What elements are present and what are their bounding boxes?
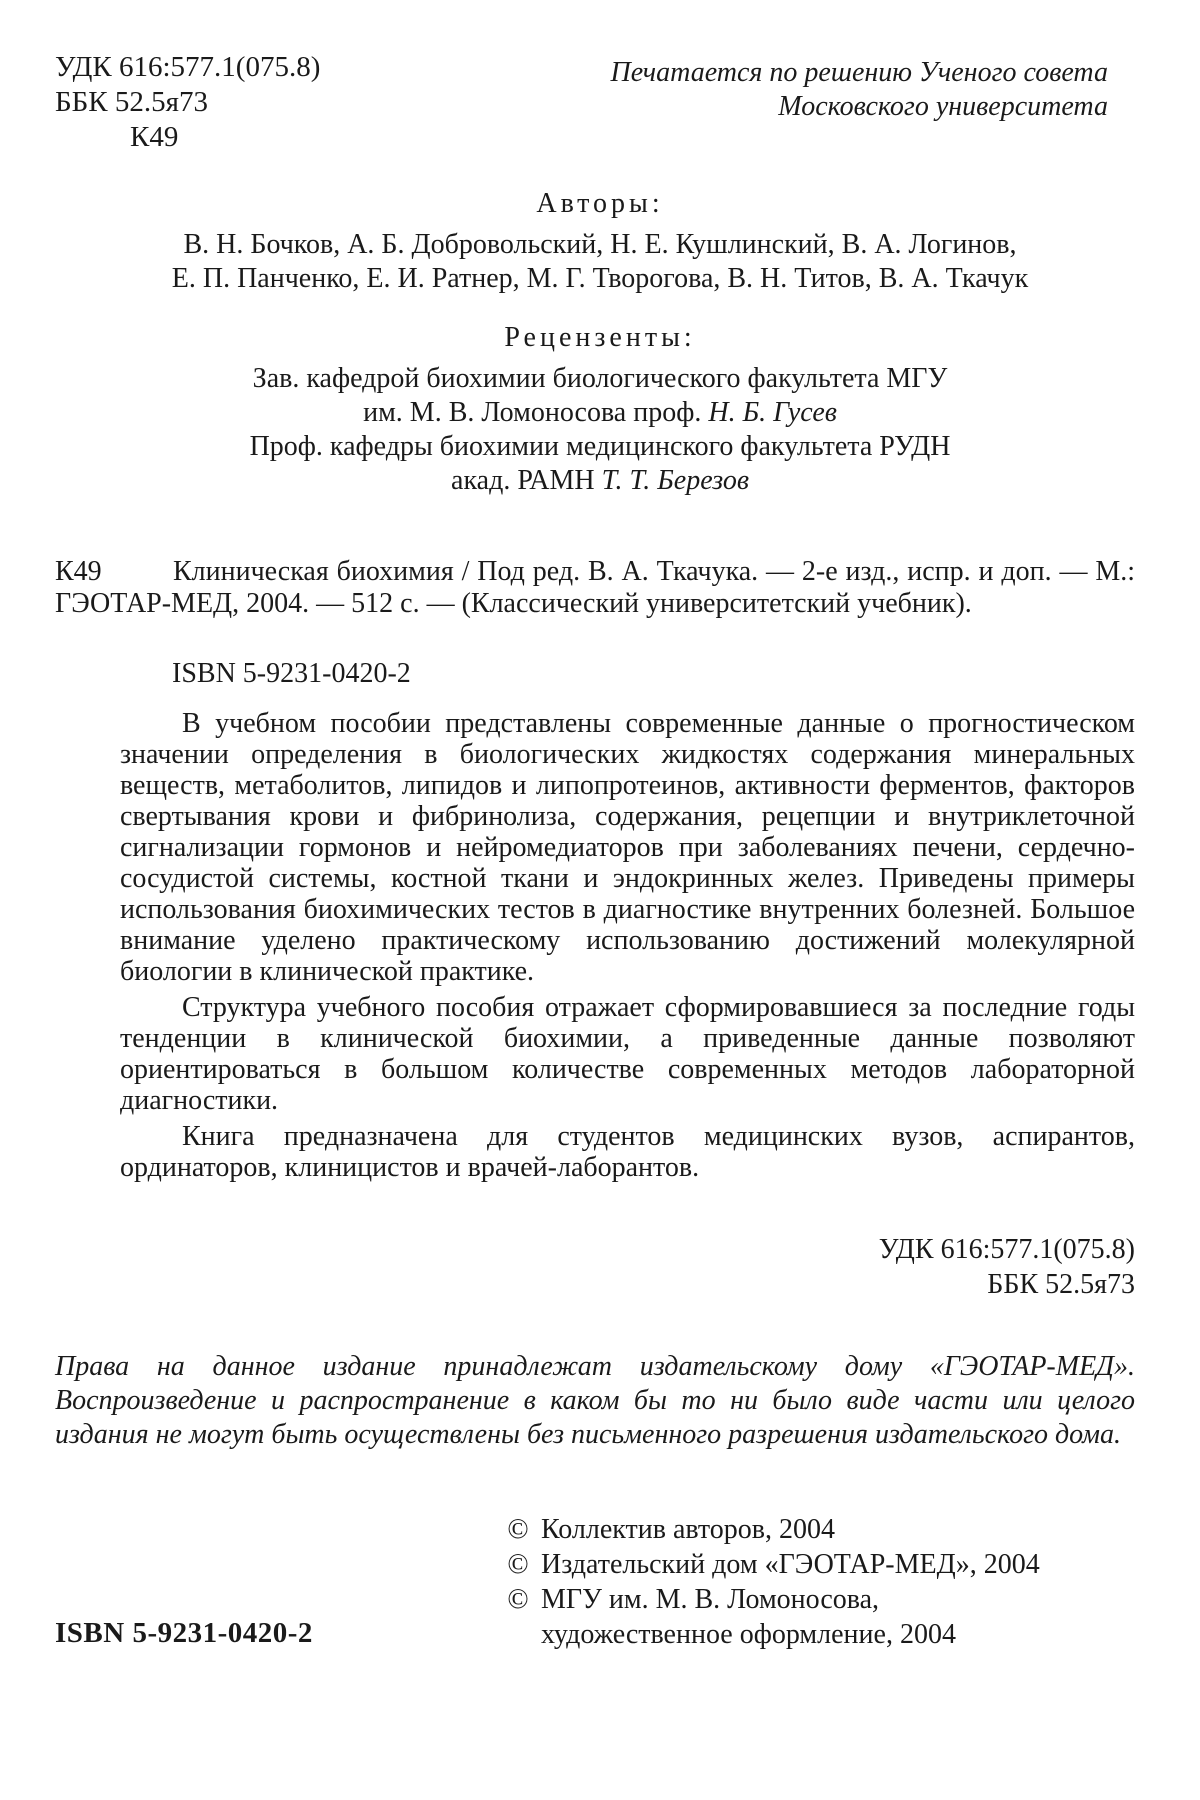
author-mark: К49 [130, 121, 179, 153]
reviewers-list [0, 362, 1200, 498]
authors-heading: Авторы: [536, 188, 664, 219]
publication-approval: Печатается по решению Ученого совета Московского университета [610, 57, 1108, 122]
classification-codes [55, 50, 320, 155]
reviewer-line: им. М. В. Ломоносова проф. Н. Б. Гусев [363, 397, 837, 428]
reviewer-line: акад. РАМН Т. Т. Березов [451, 465, 749, 496]
isbn-footer: ISBN 5-9231-0420-2 [55, 1617, 313, 1649]
reviewer-line: Проф. кафедры биохимии медицинского факультета РУДН [249, 431, 951, 462]
annotation [120, 708, 1135, 1188]
authors-line: В. Н. Бочков, А. Б. Добровольский, Н. Е. Кушлинский, В. А. Логинов, [183, 229, 1017, 260]
reviewer-name: Н. Б. Гусев [708, 397, 837, 428]
copyright-list [505, 1512, 1040, 1652]
copyright-line: © МГУ им. М. В. Ломоносова, [505, 1582, 1040, 1617]
classification-codes-bottom [879, 1232, 1135, 1302]
reviewers-heading: Рецензенты: [504, 322, 696, 353]
bbk-code: ББК 52.5я73 [987, 1269, 1135, 1300]
annotation-paragraph: Книга предназначена для студентов медицинских вузов, аспирантов, ординаторов, клиницистов и врачей-лаборантов. [120, 1121, 1135, 1183]
authors-list [0, 228, 1200, 296]
udk-code: УДК 616:577.1(075.8) [55, 51, 321, 83]
reviewer-name: Т. Т. Березов [601, 465, 749, 496]
bibliography-isbn: ISBN 5-9231-0420-2 [172, 658, 411, 689]
copyright-icon: © [507, 1514, 529, 1545]
udk-code: УДК 616:577.1(075.8) [878, 1234, 1135, 1265]
bibliography-text: Клиническая биохимия / Под ред. В. А. Ткачука. — 2-е изд., испр. и доп. — М.: ГЭОТАР-МЕД, 2004. — 512 с. — (Классический университетский учебник). [55, 556, 1135, 619]
copyright-line: художественное оформление, 2004 [541, 1619, 956, 1650]
copyright-icon: © [507, 1584, 529, 1615]
annotation-paragraph: Структура учебного пособия отражает сформировавшиеся за последние годы тенденции в клинической биохимии, а приведенные данные позволяют ориентироваться в большом количестве современных методов лабораторной диагностики. [120, 992, 1135, 1116]
copyright-line: © Издательский дом «ГЭОТАР-МЕД», 2004 [505, 1547, 1040, 1582]
reviewer-line: Зав. кафедрой биохимии биологического факультета МГУ [252, 363, 948, 394]
bibliography-code: К49 [55, 556, 102, 587]
rights-notice: Права на данное издание принадлежат издательскому дому «ГЭОТАР-МЕД». Воспроизведение и распространение в каком бы то ни было виде части или целого издания не могут быть осуществлены без письменного разрешения издательского дома. [55, 1351, 1135, 1450]
bbk-code: ББК 52.5я73 [55, 86, 208, 118]
copyright-line: © Коллектив авторов, 2004 [505, 1512, 1040, 1547]
annotation-paragraph: В учебном пособии представлены современные данные о прогностическом значении определения в биологических жидкостях содержания минеральных веществ, метаболитов, липидов и липопротеинов, активности ферментов, факторов свертывания крови и фибринолиза, содержания, рецепции и внутриклеточной сигнализации гормонов и нейромедиаторов при заболеваниях печени, сердечно-сосудистой системы, костной ткани и эндокринных желез. Приведены примеры использования биохимических тестов в диагностике внутренних болезней. Большое внимание уделено практическому использованию достижений молекулярной биологии в клинической практике. [120, 708, 1135, 987]
bibliographic-description [55, 556, 1135, 620]
copyright-icon: © [507, 1549, 529, 1580]
authors-line: Е. П. Панченко, Е. И. Ратнер, М. Г. Творогова, В. Н. Титов, В. А. Ткачук [171, 263, 1029, 294]
